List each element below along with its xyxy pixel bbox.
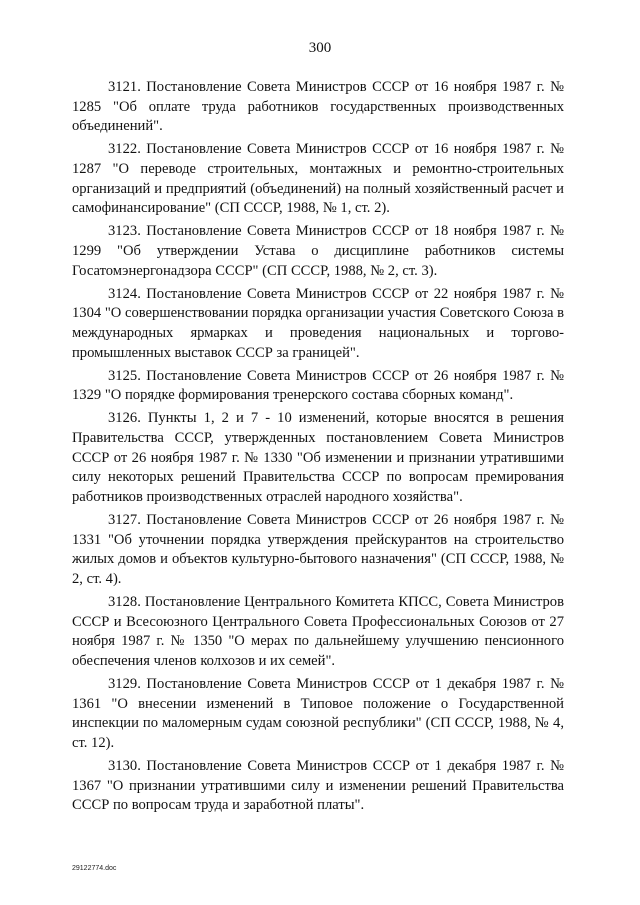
page-number: 300 <box>308 40 332 56</box>
entry-3129: 3129. Постановление Совета Министров СССР от 1 декабря 1987 г. № 1361 "О внесении изменений в Типовое положение о Государственной инспекции по маломерным судам союзной республики" (СП СССР, 1988, № 4, ст. 12). <box>72 675 564 751</box>
entry-3127: 3127. Постановление Совета Министров СССР от 26 ноября 1987 г. № 1331 "Об уточнении порядка утверждения прейскурантов на строительство жилых домов и объектов культурно-бытового назначения" (СП СССР, 1988, № 2, ст. 4). <box>72 512 564 587</box>
entry-3122: 3122. Постановление Совета Министров СССР от 16 ноября 1987 г. № 1287 "О переводе строительных, монтажных и ремонтно-строительных организаций и предприятий (объединений) на полный хозяйственный расчет и самофинансирование" (СП СССР, 1988, № 1, ст. 2). <box>72 141 564 217</box>
entry-3121: 3121. Постановление Совета Министров СССР от 16 ноября 1987 г. № 1285 "Об оплате труда работников государственных производственных объединений". <box>72 79 564 135</box>
footer-filename: 29122774.doc <box>72 865 117 872</box>
entry-3124: 3124. Постановление Совета Министров СССР от 22 ноября 1987 г. № 1304 "О совершенствовании порядка организации участия Советского Союза в международных ярмарках и проведения национальных и торгово-промышленных выставок СССР за границей". <box>72 285 565 361</box>
entry-3123: 3123. Постановление Совета Министров СССР от 18 ноября 1987 г. № 1299 "Об утверждении Устава о дисциплине работников системы Госатомэнергонадзора СССР" (СП СССР, 1988, № 2, ст. 3). <box>72 223 564 279</box>
document-body <box>72 78 564 819</box>
entry-3126: 3126. Пункты 1, 2 и 7 - 10 изменений, которые вносятся в решения Правительства СССР, утвержденных постановлением Совета Министров СССР от 26 ноября 1987 г. № 1330 "Об изменении и признании утратившими силу некоторых решений Правительства СССР по вопросам премирования работников производственных отраслей народного хозяйства". <box>72 410 564 505</box>
entry-3130: 3130. Постановление Совета Министров СССР от 1 декабря 1987 г. № 1367 "О признании утратившими силу и изменении решений Правительства СССР по вопросам труда и заработной платы". <box>72 757 564 814</box>
entry-3125: 3125. Постановление Совета Министров СССР от 26 ноября 1987 г. № 1329 "О порядке формирования тренерского состава сборных команд". <box>72 367 564 404</box>
entry-3128: 3128. Постановление Центрального Комитета КПСС, Совета Министров СССР и Всесоюзного Центрального Совета Профессиональных Союзов от 27 ноября 1987 г. № 1350 "О мерах по дальнейшему улучшению пенсионного обеспечения членов колхозов и их семей". <box>72 594 564 669</box>
